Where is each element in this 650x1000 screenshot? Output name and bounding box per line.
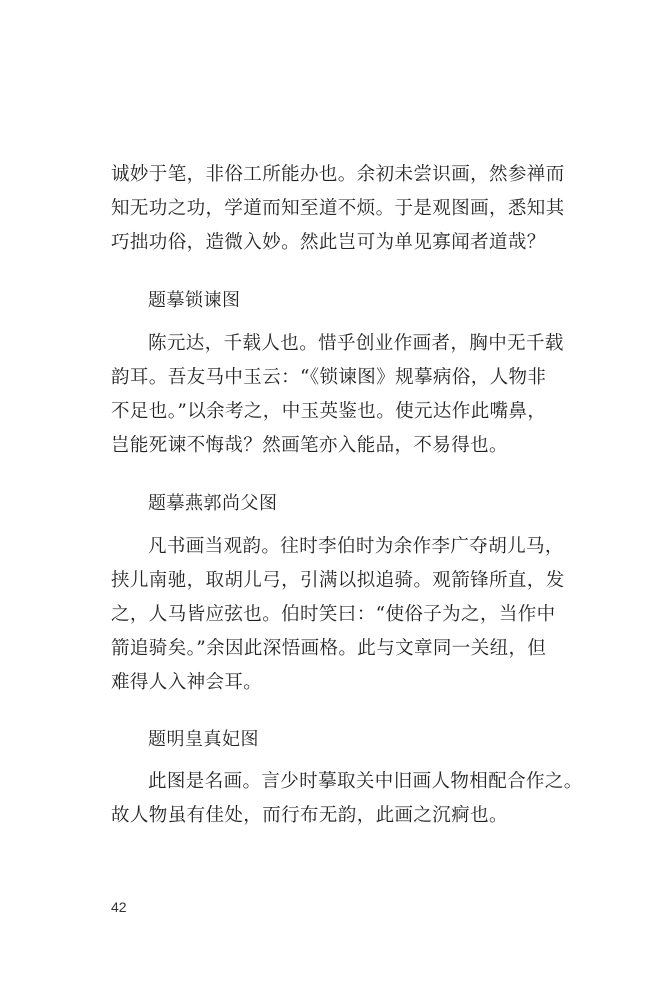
text-line: 挟儿南驰，取胡儿弓，引满以拟追骑。观箭锋所直，发 xyxy=(111,570,565,591)
section-heading: 题摹燕郭尚父图 xyxy=(148,493,278,514)
text-line: 故人物虽有佳处，而行布无韵，此画之沉痾也。 xyxy=(111,805,508,826)
text-line: 韵耳。吾友马中玉云：“《锁谏图》规摹病俗，人物非 xyxy=(111,367,547,388)
text-line: 岂能死谏不悔哉？然画笔亦入能品，不易得也。 xyxy=(111,435,508,456)
text-line: 此图是名画。言少时摹取关中旧画人物相配合作之。 xyxy=(148,771,583,792)
section-heading: 题明皇真妃图 xyxy=(148,729,259,750)
text-line: 之，人马皆应弦也。伯时笑曰：“使俗子为之，当作中 xyxy=(111,604,556,625)
text-line: 凡书画当观韵。往时李伯时为余作李广夺胡儿马， xyxy=(148,536,564,557)
section-heading: 题摹锁谏图 xyxy=(148,290,241,311)
text-line: 知无功之功，学道而知至道不烦。于是观图画，悉知其 xyxy=(111,198,565,219)
text-line: 箭追骑矣。”余因此深悟画格。此与文章同一关纽，但 xyxy=(111,638,547,659)
text-line: 不足也。”以余考之，中玉英鉴也。使元达作此嘴鼻， xyxy=(111,401,547,422)
text-line: 难得人入神会耳。 xyxy=(111,672,263,693)
text-line: 陈元达，千载人也。惜乎创业作画者，胸中无千载 xyxy=(148,333,564,354)
paragraph xyxy=(111,530,565,700)
paragraph xyxy=(111,327,564,463)
paragraph-continuation xyxy=(111,158,565,260)
page-number: 42 xyxy=(111,899,127,915)
text-line: 巧拙功俗，造微入妙。然此岂可为单见寡闻者道哉？ xyxy=(111,232,546,253)
text-line: 诚妙于笔，非俗工所能办也。余初未尝识画，然参禅而 xyxy=(111,164,565,185)
paragraph xyxy=(111,765,583,833)
